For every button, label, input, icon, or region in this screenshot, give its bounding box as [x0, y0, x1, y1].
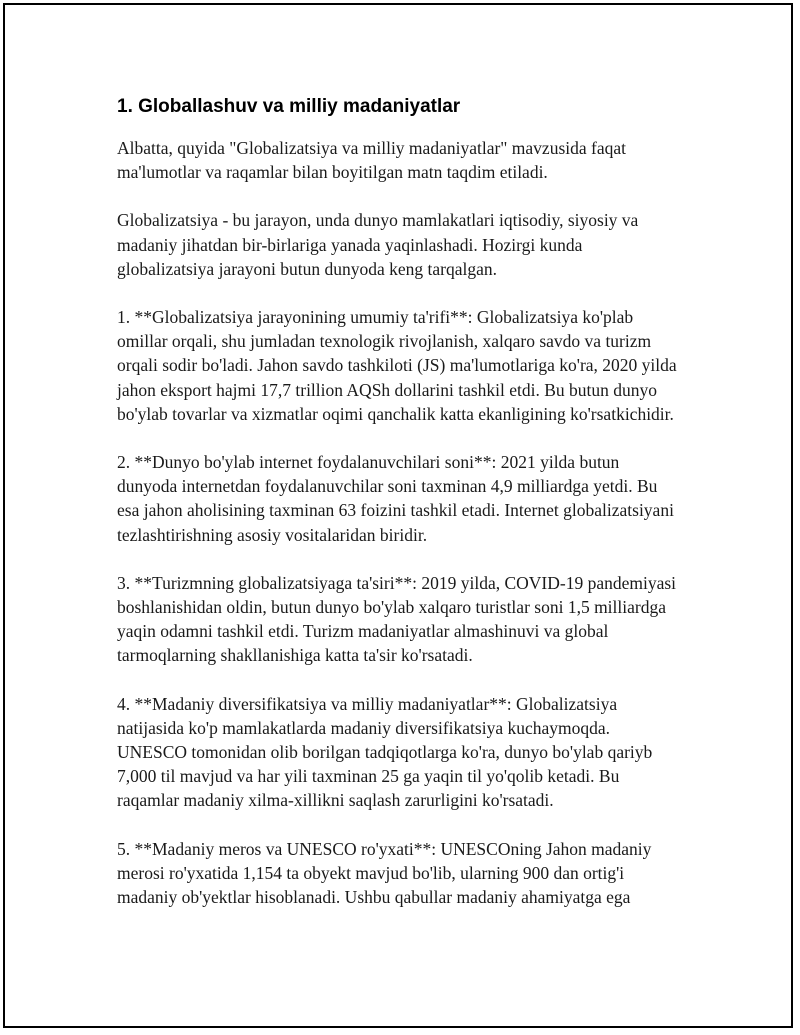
document-body	[117, 95, 677, 909]
intro-paragraph: Albatta, quyida "Globalizatsiya va milliy madaniyatlar" mavzusida faqat ma'lumotlar va raqamlar bilan boyitilgan matn taqdim etiladi.	[117, 138, 626, 183]
point-4-paragraph: 4. **Madaniy diversifikatsiya va milliy madaniyatlar**: Globalizatsiya natijasida ko'p mamlakatlarda madaniy diversifikatsiya kuchaymoqda. UNESCO tomonidan olib borilgan tadqiqotlarga ko'ra, dunyo bo'ylab qariyb 7,000 til mavjud va har yili taxminan 25 ga yaqin til yo'qolib ketadi. Bu raqamlar madaniy xilma-xillikni saqlash zarurligini ko'rsatadi.	[117, 693, 653, 811]
point-3-paragraph: 3. **Turizmning globalizatsiyaga ta'siri**: 2019 yilda, COVID-19 pandemiyasi boshlanishidan oldin, butun dunyo bo'ylab xalqaro turistlar soni 1,5 milliardga yaqin odamni tashkil etdi. Turizm madaniyatlar almashinuvi va global tarmoqlarning shakllanishiga katta ta'sir ko'rsatadi.	[117, 572, 677, 666]
section-heading: 1. Globallashuv va milliy madaniyatlar	[117, 96, 461, 117]
point-1-paragraph: 1. **Globalizatsiya jarayonining umumiy ta'rifi**: Globalizatsiya ko'plab omillar orqali, shu jumladan texnologik rivojlanish, xalqaro savdo va turizm orqali sodir bo'ladi. Jahon savdo tashkiloti (JS) ma'lumotlariga ko'ra, 2020 yilda jahon eksport hajmi 17,7 trillion AQSh dollarini tashkil etdi. Bu butun dunyo bo'ylab tovarlar va xizmatlar oqimi qanchalik katta ekanligining ko'rsatkichidir.	[117, 307, 677, 424]
point-5-paragraph: 5. **Madaniy meros va UNESCO ro'yxati**: UNESCOning Jahon madaniy merosi ro'yxatida 1,154 ta obyekt mavjud bo'lib, ularning 900 dan ortig'i madaniy ob'yektlar hisoblanadi. Ushbu qabullar madaniy ahamiyatga ega	[117, 838, 652, 908]
definition-paragraph: Globalizatsiya - bu jarayon, unda dunyo mamlakatlari iqtisodiy, siyosiy va madaniy jihatdan bir-birlariga yanada yaqinlashadi. Hozirgi kunda globalizatsiya jarayoni butun dunyoda keng tarqalgan.	[117, 210, 639, 279]
point-2-paragraph: 2. **Dunyo bo'ylab internet foydalanuvchilari soni**: 2021 yilda butun dunyoda internetdan foydalanuvchilar soni taxminan 4,9 milliardga yetdi. Bu esa jahon aholisining taxminan 63 foizini tashkil etadi. Internet globalizatsiyani tezlashtirishning asosiy vositalaridan biridir.	[117, 452, 674, 545]
